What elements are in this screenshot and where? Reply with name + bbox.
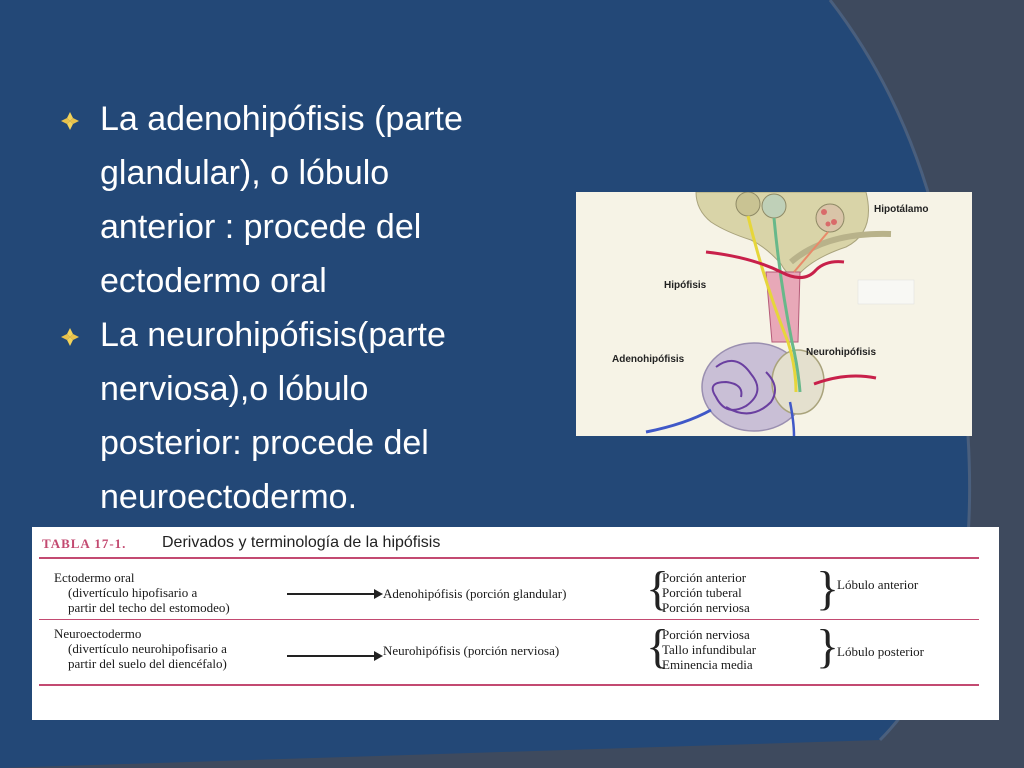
bullet-item	[60, 92, 560, 308]
bullet-list	[60, 92, 560, 524]
bullet-line: posterior: procede del	[100, 424, 429, 462]
label-hipofisis: Hipófisis	[664, 280, 707, 291]
part-line: Eminencia media	[662, 657, 753, 672]
table-rule-bottom	[39, 684, 979, 686]
pituitary-diagram	[576, 192, 972, 436]
origin-line: partir del techo del estomodeo)	[68, 600, 230, 615]
bullet-line: anterior : procede del	[100, 208, 422, 246]
label-hipotalamo: Hipotálamo	[874, 204, 929, 215]
table-title: Derivados y terminología de la hipófisis	[162, 534, 441, 551]
bullet-line: La adenohipófisis (parte	[100, 100, 463, 138]
part-line: Porción tuberal	[662, 585, 742, 600]
table-row-1-lobe: Lóbulo anterior	[837, 577, 919, 592]
table-rule-top	[39, 557, 979, 559]
diamond-bullet-icon	[60, 327, 80, 347]
bullet-line: nerviosa),o lóbulo	[100, 370, 369, 408]
bullet-line: ectodermo oral	[100, 262, 327, 300]
origin-line: (divertículo hipofisario a	[68, 585, 198, 600]
table-row-2-origin	[54, 626, 227, 671]
table-row-2-parts	[662, 627, 756, 672]
part-line: Tallo infundibular	[662, 642, 757, 657]
bullet-item	[60, 308, 560, 524]
left-brace-icon: {	[646, 620, 670, 673]
origin-line: partir del suelo del diencéfalo)	[68, 656, 227, 671]
origin-line: (divertículo neurohipofisario a	[68, 641, 227, 656]
arrow-icon	[287, 593, 375, 595]
table-row-1-derivative: Adenohipófisis (porción glandular)	[383, 586, 567, 601]
label-neurohipofisis: Neurohipófisis	[806, 347, 877, 358]
pituitary-figure	[576, 192, 972, 436]
origin-line: Neuroectodermo	[54, 626, 142, 641]
part-line: Porción nerviosa	[662, 627, 750, 642]
diamond-bullet-icon	[60, 111, 80, 131]
arrow-icon	[287, 655, 375, 657]
right-brace-icon: }	[816, 620, 840, 673]
table-row-2-derivative: Neurohipófisis (porción nerviosa)	[383, 643, 560, 658]
table-row-1-parts	[662, 570, 750, 615]
left-brace-icon: {	[646, 562, 670, 615]
label-adenohipofisis: Adenohipófisis	[612, 354, 685, 365]
right-brace-icon: }	[816, 562, 840, 615]
part-line: Porción nerviosa	[662, 600, 750, 615]
derivatives-table	[32, 527, 999, 720]
table-number: TABLA 17-1.	[42, 536, 127, 551]
bullet-line: La neurohipófisis(parte	[100, 316, 446, 354]
table-row-2-lobe: Lóbulo posterior	[837, 644, 925, 659]
part-line: Porción anterior	[662, 570, 747, 585]
origin-line: Ectodermo oral	[54, 570, 135, 585]
bullet-line: neuroectodermo.	[100, 478, 358, 516]
bullet-line: glandular), o lóbulo	[100, 154, 390, 192]
table-row-1-origin	[54, 570, 230, 615]
